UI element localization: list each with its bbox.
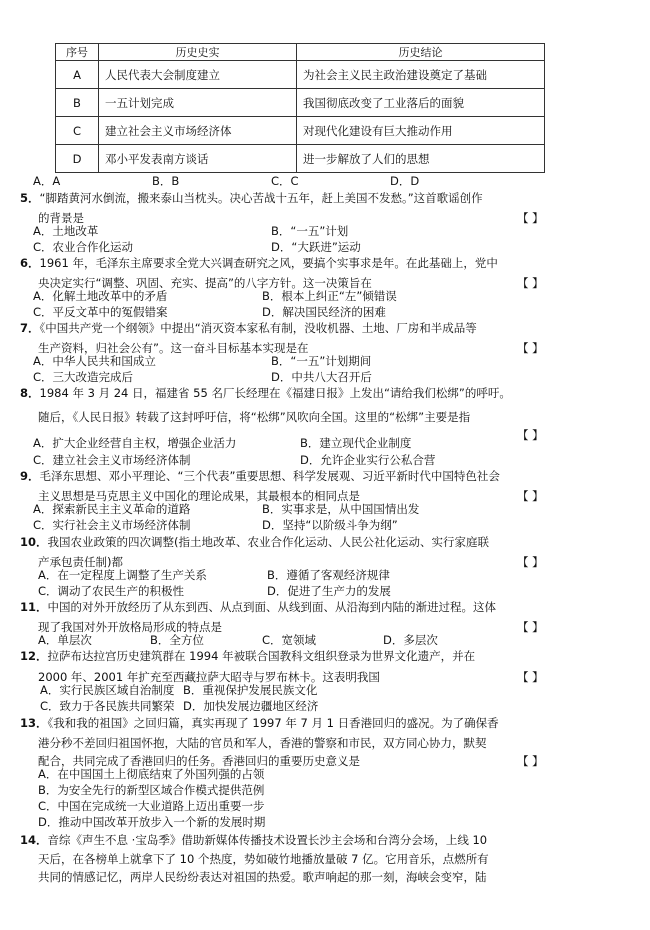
answer-bracket[interactable]: 【 】 [517,211,544,225]
q13-line-3: 配合，共同完成了香港回归的任务。香港回归的重要历史意义是 [38,754,360,768]
row-fact: 建立社会主义市场经济体 [99,117,297,145]
prev-option-d: D．D [390,174,420,188]
answer-bracket[interactable]: 【 】 [517,341,544,355]
q14-line-2: 天后，在各榜单上就拿下了 10 个热度，势如破竹地播放量破 7 亿。它用音乐，点燃所有 [38,852,489,866]
option-b: B．“一五”计划期间 [271,354,372,368]
q5-number: 5． [20,191,40,205]
q14-line-3: 共同的情感记忆，两岸人民纷纷表达对祖国的热爱。歌声响起的那一刻，海峡会变窄，陆 [38,870,487,884]
prev-option-b: B．B [152,174,180,188]
q9-text: 毛泽东思想、邓小平理论、“三个代表”重要思想、科学发展观、习近平新时代中国特色社会 [39,469,500,483]
q5-text: “脚踏黄河水倒流，搬来泰山当枕头。决心苦战十五年，赶上美国不发愁。”这首歌谣创作 [39,191,483,205]
table-header-row [56,44,545,61]
prev-option-c: C．C [271,174,299,188]
q8-text: 1984 年 3 月 24 日，福建省 55 名厂长经理在《福建日报》上发出“请给我们松绑”的呼吁。 [39,386,511,400]
header-conclusion: 历史结论 [297,44,545,61]
option-b: B．重视保护发展民族文化 [183,683,318,697]
q14-line-1 [20,833,487,847]
table-row [56,61,545,89]
option-b: B．为安全先行的新型区域合作模式提供范例 [38,783,265,797]
option-d: D．“大跃进”运动 [271,240,361,254]
answer-bracket[interactable]: 【 】 [517,428,544,442]
row-no: C [56,117,99,145]
row-conclusion: 为社会主义民主政治建设奠定了基础 [297,61,545,89]
option-d: D．坚持“以阶级斗争为纲” [262,518,398,532]
option-c: C．农业合作化运动 [33,240,134,254]
option-a: A．中华人民共和国成立 [33,354,156,368]
row-no: A [56,61,99,89]
row-no: D [56,145,99,173]
q13-line-1 [20,716,499,730]
q12-line-2: 2000 年、2001 年扩充至西藏拉萨大昭寺与罗布林卡。这表明我国 [38,670,380,684]
option-d: D．解决国民经济的困难 [262,305,386,319]
header-fact: 历史史实 [99,44,297,61]
prev-option-a: A．A [33,174,61,188]
option-c: C．实行社会主义市场经济体制 [33,518,191,532]
option-a: A．在中国国土上彻底结束了外国列强的占领 [38,767,265,781]
table-row [56,89,545,117]
q14-number: 14． [20,833,48,847]
q10-line-2: 产承包责任制)都 [38,555,123,569]
answer-bracket[interactable]: 【 】 [517,555,544,569]
q11-line-1 [20,600,496,614]
q8-line-1 [20,386,511,400]
option-a: A．探索新民主主义革命的道路 [33,502,191,516]
q7-line-1 [20,321,477,335]
option-c: C．平反文革中的冤假错案 [33,305,168,319]
answer-bracket[interactable]: 【 】 [517,754,544,768]
q13-text: 《我和我的祖国》之回归篇，真实再现了 1997 年 7 月 1 日香港回归的盛况。为了确保香 [47,716,499,730]
option-d: D．中共八大召开后 [271,370,372,384]
q7-text: 《中国共产党一个纲领》中提出“消灭资本家私有制，没收机器、土地、厂房和半成品等 [39,321,477,335]
option-d: D．加快发展边疆地区经济 [183,699,319,713]
header-no: 序号 [56,44,99,61]
answer-bracket[interactable]: 【 】 [517,670,544,684]
answer-bracket[interactable]: 【 】 [517,276,544,290]
q12-number: 12． [20,649,48,663]
table-row [56,117,545,145]
option-b: B．根本上纠正“左”倾错误 [262,289,397,303]
row-fact: 邓小平发表南方谈话 [99,145,297,173]
q10-text: 我国农业政策的四次调整(指土地改革、农业合作化运动、人民公社化运动、实行家庭联 [47,535,489,549]
history-table [55,43,545,173]
q8-number: 8． [20,386,40,400]
option-b: B．实事求是，从中国国情出发 [262,502,420,516]
option-a: A．扩大企业经营自主权，增强企业活力 [33,436,237,450]
q5-line-1 [20,191,483,205]
q6-text: 1961 年，毛泽东主席要求全党大兴调查研究之风，要搞个实事求是年。在此基础上，党中 [39,256,498,270]
q10-line-1 [20,535,489,549]
option-d: D．允许企业实行公私合营 [300,453,436,467]
option-c: C．中国在完成统一大业道路上迈出重要一步 [38,799,265,813]
q12-line-1 [20,649,475,663]
q7-line-2: 生产资料，归社会公有”。这一奋斗目标基本实现是在 [38,341,309,355]
option-c: C．宽领域 [262,633,317,647]
q13-line-2: 港分秒不差回归祖国怀抱，大陆的官员和军人，香港的警察和市民，双方同心协力，默契 [38,736,487,750]
option-b: B．建立现代企业制度 [300,436,412,450]
option-c: C．调动了农民生产的积极性 [38,584,185,598]
option-a: A．在一定程度上调整了生产关系 [38,568,207,582]
q9-line-2: 主义思想是马克思主义中国化的理论成果，其最根本的相同点是 [38,489,360,503]
option-d: D．促进了生产力的发展 [267,584,391,598]
q6-line-1 [20,256,498,270]
q11-line-2: 现了我国对外开放格局形成的特点是 [38,620,222,634]
row-fact: 人民代表大会制度建立 [99,61,297,89]
row-conclusion: 对现代化建设有巨大推动作用 [297,117,545,145]
option-a: A．土地改革 [33,224,99,238]
row-fact: 一五计划完成 [99,89,297,117]
q11-number: 11． [20,600,48,614]
q6-line-2: 央决定实行“调整、巩固、充实、提高”的八字方针。这一决策旨在 [38,276,372,290]
q6-number: 6． [20,256,40,270]
option-a: A．化解土地改革中的矛盾 [33,289,168,303]
option-b: B．全方位 [150,633,204,647]
answer-bracket[interactable]: 【 】 [517,489,544,503]
table-row [56,145,545,173]
q11-text: 中国的对外开放经历了从东到西、从点到面、从线到面、从沿海到内陆的渐进过程。这体 [47,600,497,614]
q13-number: 13． [20,716,48,730]
answer-bracket[interactable]: 【 】 [517,620,544,634]
q5-line-2: 的背景是 [38,211,84,225]
q8-line-2: 随后，《人民日报》转载了这封呼吁信，将“松绑”风吹向全国。这里的“松绑”主要是指 [38,410,471,424]
q9-line-1 [20,469,500,483]
option-d: D．推动中国改革开放步入一个新的发展时期 [38,815,266,829]
q7-number: 7． [20,321,40,335]
option-c: C．建立社会主义市场经济体制 [33,453,191,467]
option-d: D．多层次 [383,633,438,647]
q12-text: 拉萨布达拉宫历史建筑群在 1994 年被联合国教科文组织登录为世界文化遗产，并在 [47,649,476,663]
option-a: A．实行民族区域自治制度 [40,683,175,697]
q14-text: 音综《声生不息 ·宝岛季》借助新媒体传播技术设置长沙主会场和台湾分会场，上线 10 [47,833,488,847]
row-conclusion: 我国彻底改变了工业落后的面貌 [297,89,545,117]
option-b: B．遵循了客观经济规律 [267,568,390,582]
row-conclusion: 进一步解放了人们的思想 [297,145,545,173]
row-no: B [56,89,99,117]
option-b: B．“一五”计划 [271,224,349,238]
q10-number: 10． [20,535,48,549]
option-a: A．单层次 [38,633,92,647]
option-c: C．三大改造完成后 [33,370,134,384]
option-c: C．致力于各民族共同繁荣 [40,699,175,713]
q9-number: 9． [20,469,40,483]
